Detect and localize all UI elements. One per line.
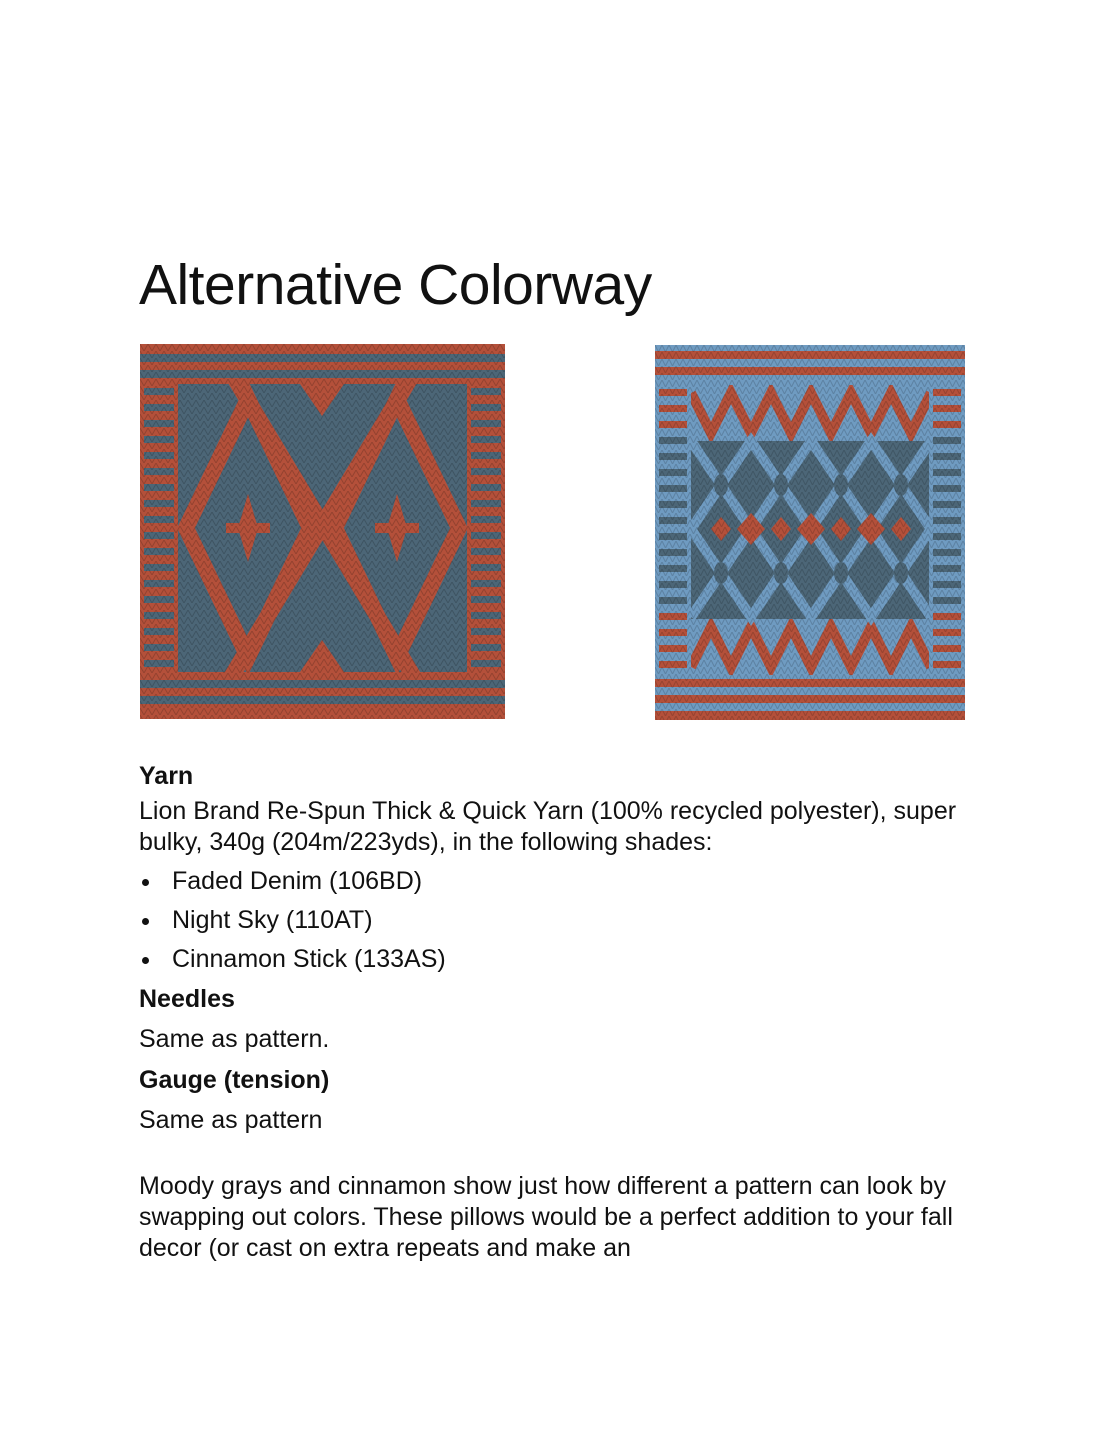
colorway-description: Moody grays and cinnamon show just how different a pattern can look by swapping out colors. These pillows would be a perfect addition to your fall decor (or cast on extra repeats and make an [139, 1172, 953, 1262]
yarn-description: Lion Brand Re-Spun Thick & Quick Yarn (100% recycled polyester), super bulky, 340g (204m/223yds), in the following shades: [139, 797, 957, 856]
knit-swatch-lattice-image [655, 345, 965, 720]
page-title: Alternative Colorway [139, 253, 652, 317]
yarn-heading: Yarn [139, 762, 194, 790]
knit-swatch-diamond-image [140, 344, 505, 719]
needles-text: Same as pattern. [139, 1025, 330, 1053]
gauge-heading: Gauge (tension) [139, 1066, 330, 1094]
gauge-text: Same as pattern [139, 1106, 323, 1134]
yarn-shade-list [139, 862, 969, 979]
list-item: Cinnamon Stick (133AS) [139, 940, 969, 979]
needles-heading: Needles [139, 985, 235, 1013]
list-item: Faded Denim (106BD) [139, 862, 969, 901]
pattern-details [139, 756, 969, 1264]
list-item: Night Sky (110AT) [139, 901, 969, 940]
